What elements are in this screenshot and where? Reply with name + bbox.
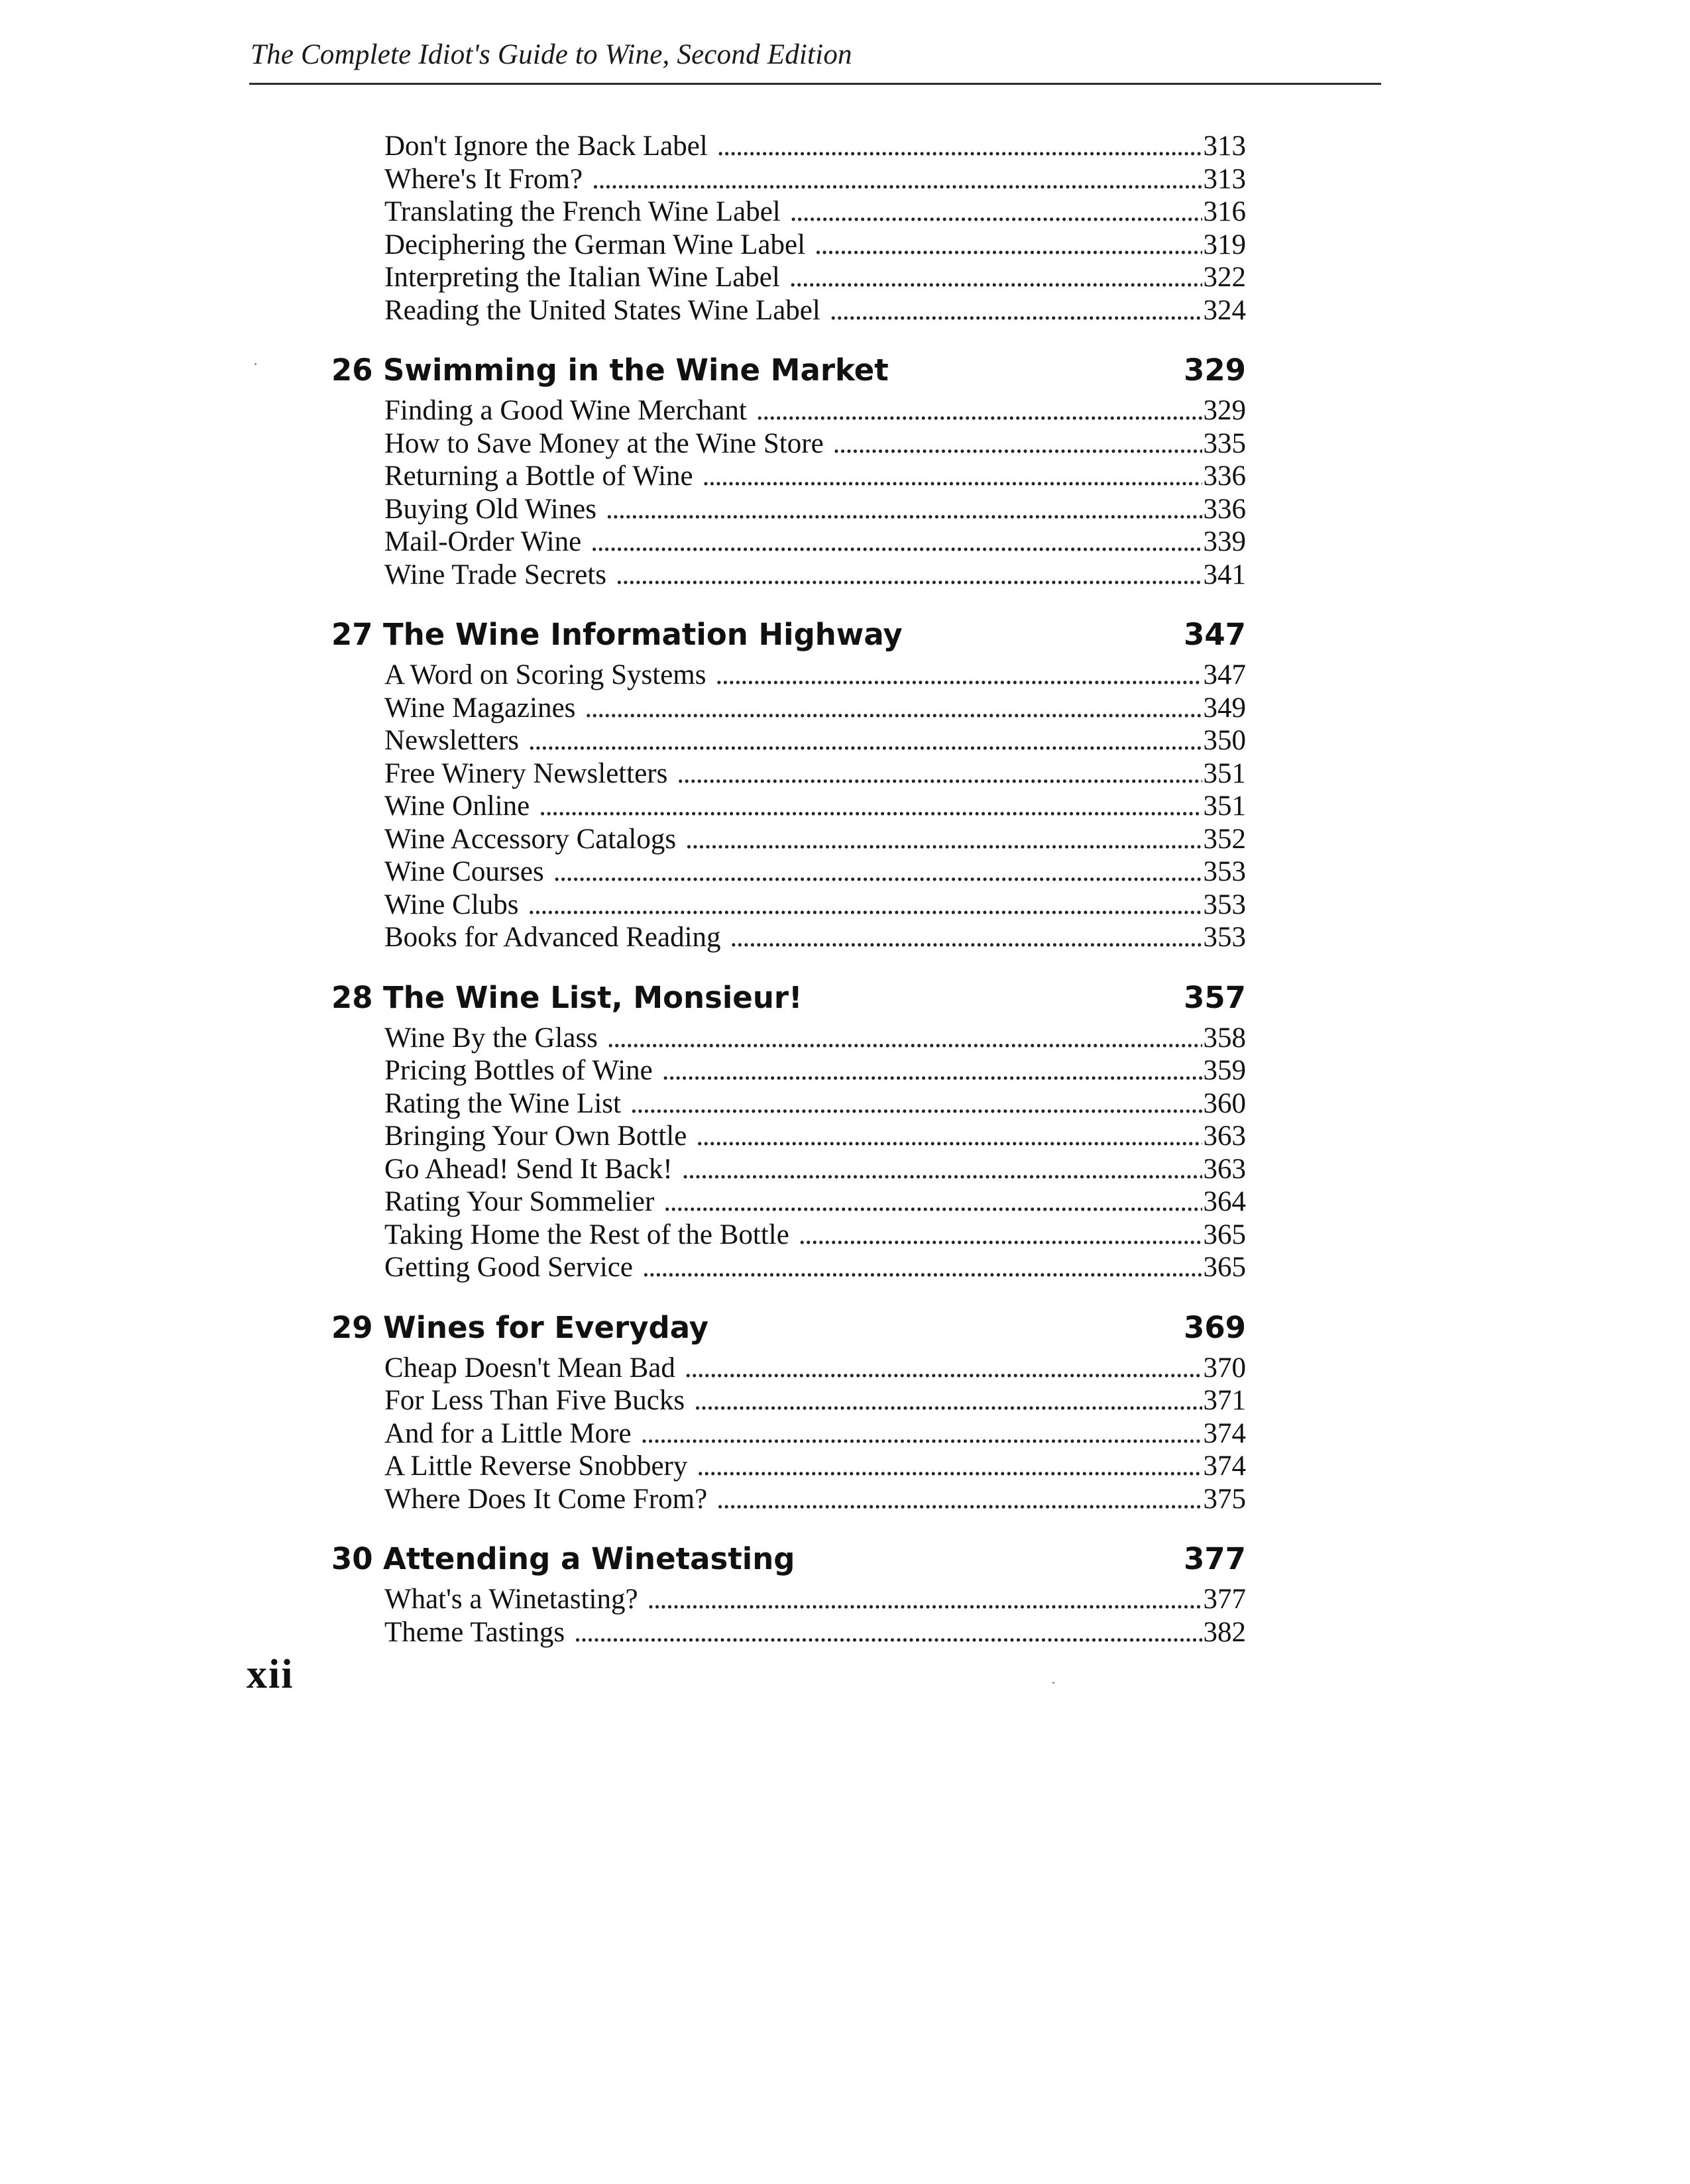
- toc-entry-title: Where's It From?: [384, 163, 583, 195]
- toc-entry-title: Mail-Order Wine: [384, 526, 582, 557]
- toc-entry-page: 335: [1203, 427, 1246, 459]
- scan-speck: [254, 363, 256, 365]
- chapter-heading: [331, 1535, 1246, 1583]
- chapter-block: [331, 1304, 1246, 1516]
- chapter-page: 377: [1184, 1541, 1246, 1576]
- toc-entry-title: Wine Online: [384, 791, 530, 822]
- toc-entry-title: Theme Tastings: [384, 1616, 565, 1648]
- chapter-list: [331, 347, 1246, 1649]
- toc-entry-title: How to Save Money at the Wine Store: [384, 427, 824, 459]
- dot-leader: [630, 1087, 1202, 1120]
- page-folio: xii: [247, 1652, 294, 1697]
- toc-entry: [384, 130, 1246, 163]
- dot-leader: [528, 889, 1202, 922]
- toc-entry: [384, 1251, 1246, 1284]
- toc-entry-title: Go Ahead! Send It Back!: [384, 1153, 673, 1185]
- dot-leader: [833, 427, 1202, 461]
- dot-leader: [694, 1384, 1202, 1417]
- dot-leader: [585, 692, 1202, 725]
- toc-entry: [384, 1417, 1246, 1450]
- toc-entry-title: For Less Than Five Bucks: [384, 1385, 685, 1416]
- toc-entry: [384, 1120, 1246, 1153]
- toc-entry-page: 375: [1203, 1483, 1246, 1515]
- dot-leader: [641, 1417, 1202, 1450]
- toc-entry-title: Don't Ignore the Back Label: [384, 131, 708, 162]
- dot-leader: [717, 130, 1202, 163]
- chapter-page: 347: [1184, 617, 1246, 652]
- toc-entry-page: 374: [1203, 1417, 1246, 1449]
- toc-entry-page: 353: [1203, 889, 1246, 920]
- toc-entry-page: 351: [1203, 757, 1246, 789]
- toc-entry-page: 371: [1203, 1385, 1246, 1416]
- chapter-heading: [331, 347, 1246, 394]
- chapter-title: The Wine Information Highway: [383, 617, 903, 652]
- toc-entry: [384, 1583, 1246, 1616]
- chapter-title: Wines for Everyday: [383, 1309, 709, 1345]
- toc-entry-page: 377: [1203, 1584, 1246, 1615]
- chapter-block: [331, 611, 1246, 954]
- dot-leader: [539, 790, 1202, 823]
- dot-leader: [682, 1153, 1202, 1186]
- toc-entry-title: Books for Advanced Reading: [384, 922, 721, 953]
- toc-entry-page: 358: [1203, 1022, 1246, 1054]
- chapter-page: 369: [1184, 1309, 1246, 1345]
- toc-entry-title: Rating Your Sommelier: [384, 1186, 655, 1217]
- toc-entry-title: Wine Clubs: [384, 889, 519, 920]
- toc-entry-title: Deciphering the German Wine Label: [384, 229, 806, 260]
- dot-leader: [789, 261, 1202, 294]
- dot-leader: [799, 1219, 1202, 1252]
- toc-entry: [384, 790, 1246, 823]
- toc-entry-title: Free Winery Newsletters: [384, 757, 668, 789]
- toc-entry-title: What's a Winetasting?: [384, 1584, 638, 1615]
- toc-entry: [384, 460, 1246, 493]
- toc-entry: [384, 163, 1246, 196]
- chapter-block: [331, 974, 1246, 1284]
- toc-entry-title: Getting Good Service: [384, 1252, 633, 1283]
- toc-entry-title: A Word on Scoring Systems: [384, 659, 706, 690]
- toc-entry-title: Where Does It Come From?: [384, 1483, 708, 1515]
- dot-leader: [697, 1450, 1202, 1483]
- toc-entry-title: Finding a Good Wine Merchant: [384, 395, 747, 426]
- toc-entry: [384, 427, 1246, 461]
- toc-entry-page: 359: [1203, 1055, 1246, 1086]
- dot-leader: [696, 1120, 1202, 1153]
- toc-entry-title: Bringing Your Own Bottle: [384, 1120, 687, 1152]
- toc-entry: [384, 889, 1246, 922]
- dot-leader: [591, 525, 1202, 559]
- toc-entry-page: 353: [1203, 922, 1246, 953]
- toc-entry: [384, 1352, 1246, 1385]
- dot-leader: [716, 659, 1202, 692]
- toc-entry-page: 319: [1203, 229, 1246, 260]
- dot-leader: [606, 493, 1202, 526]
- header-rule: [249, 83, 1381, 85]
- toc-entry-page: 329: [1203, 395, 1246, 426]
- toc-entry-title: Buying Old Wines: [384, 493, 596, 525]
- chapter-title: Attending a Winetasting: [383, 1541, 795, 1576]
- toc-entry-title: And for a Little More: [384, 1417, 632, 1449]
- toc-entry-page: 324: [1203, 294, 1246, 326]
- dot-leader: [616, 559, 1202, 592]
- toc-entry: [384, 1219, 1246, 1252]
- toc-entry: [384, 1087, 1246, 1120]
- chapter-title: The Wine List, Monsieur!: [383, 979, 803, 1015]
- dot-leader: [815, 229, 1202, 262]
- dot-leader: [790, 195, 1202, 229]
- toc-entry: [384, 1616, 1246, 1649]
- chapter-heading: [331, 611, 1246, 659]
- toc-entry: [384, 692, 1246, 725]
- toc-entry: [384, 1185, 1246, 1219]
- dot-leader: [756, 394, 1202, 427]
- dot-leader: [830, 294, 1202, 327]
- dot-leader: [648, 1583, 1202, 1616]
- chapter-number: 27: [331, 617, 373, 652]
- toc-entry: [384, 229, 1246, 262]
- dot-leader: [677, 757, 1202, 791]
- chapter-number: 30: [331, 1541, 373, 1576]
- toc-entry: [384, 559, 1246, 592]
- dot-leader: [607, 1022, 1202, 1055]
- toc-entry-page: 347: [1203, 659, 1246, 690]
- toc-entry-title: Interpreting the Italian Wine Label: [384, 262, 780, 293]
- chapter-number: 28: [331, 979, 373, 1015]
- toc-entry-page: 339: [1203, 526, 1246, 557]
- continued-entries: [331, 130, 1246, 327]
- toc-entry: [384, 1153, 1246, 1186]
- scan-speck: [1052, 1682, 1054, 1684]
- toc-entry: [384, 823, 1246, 856]
- toc-entry: [384, 1483, 1246, 1516]
- toc-entry-title: Translating the French Wine Label: [384, 196, 781, 227]
- toc-entry-title: Taking Home the Rest of the Bottle: [384, 1219, 789, 1250]
- dot-leader: [730, 921, 1202, 954]
- toc-entry-page: 322: [1203, 262, 1246, 293]
- toc-entry: [384, 1054, 1246, 1087]
- chapter-heading: [331, 1304, 1246, 1352]
- toc-entry: [384, 294, 1246, 327]
- toc-entry-page: 350: [1203, 725, 1246, 756]
- toc-entry-title: Rating the Wine List: [384, 1087, 621, 1119]
- table-of-contents: [331, 130, 1246, 1649]
- toc-entry-page: 316: [1203, 196, 1246, 227]
- toc-entry-page: 382: [1203, 1616, 1246, 1648]
- toc-entry: [384, 1022, 1246, 1055]
- toc-entry-page: 363: [1203, 1153, 1246, 1185]
- dot-leader: [703, 460, 1202, 493]
- chapter-block: [331, 347, 1246, 591]
- toc-entry-page: 349: [1203, 692, 1246, 724]
- toc-entry: [384, 855, 1246, 889]
- toc-entry-title: Wine Trade Secrets: [384, 559, 607, 590]
- toc-entry-page: 313: [1203, 163, 1246, 195]
- dot-leader: [553, 855, 1202, 889]
- toc-entry-page: 370: [1203, 1352, 1246, 1384]
- toc-entry-title: A Little Reverse Snobbery: [384, 1450, 688, 1482]
- toc-entry: [384, 659, 1246, 692]
- toc-entry-page: 336: [1203, 493, 1246, 525]
- toc-entry-page: 363: [1203, 1120, 1246, 1152]
- toc-entry-page: 336: [1203, 461, 1246, 492]
- toc-entry: [384, 195, 1246, 229]
- toc-entry: [384, 921, 1246, 954]
- toc-entry-title: Cheap Doesn't Mean Bad: [384, 1352, 675, 1384]
- dot-leader: [685, 823, 1202, 856]
- chapter-block: [331, 1535, 1246, 1649]
- toc-entry: [384, 261, 1246, 294]
- toc-entry-title: Wine Magazines: [384, 692, 576, 724]
- chapter-title: Swimming in the Wine Market: [383, 353, 889, 388]
- toc-entry: [384, 757, 1246, 791]
- chapter-heading: [331, 974, 1246, 1022]
- dot-leader: [642, 1251, 1202, 1284]
- toc-entry-page: 341: [1203, 559, 1246, 590]
- toc-entry-page: 353: [1203, 856, 1246, 887]
- toc-entry-page: 351: [1203, 791, 1246, 822]
- toc-entry-title: Reading the United States Wine Label: [384, 294, 820, 326]
- dot-leader: [592, 163, 1202, 196]
- chapter-number: 26: [331, 353, 373, 388]
- chapter-page: 357: [1184, 979, 1246, 1015]
- toc-entry-title: Pricing Bottles of Wine: [384, 1055, 653, 1086]
- toc-entry-page: 352: [1203, 823, 1246, 855]
- toc-entry: [384, 1450, 1246, 1483]
- dot-leader: [528, 724, 1202, 757]
- toc-entry-page: 365: [1203, 1219, 1246, 1250]
- toc-entry-page: 313: [1203, 131, 1246, 162]
- toc-entry: [384, 1384, 1246, 1417]
- toc-entry: [384, 525, 1246, 559]
- toc-entry-title: Returning a Bottle of Wine: [384, 461, 693, 492]
- toc-entry-title: Newsletters: [384, 725, 519, 756]
- dot-leader: [662, 1054, 1202, 1087]
- toc-entry-page: 360: [1203, 1087, 1246, 1119]
- toc-entry-page: 374: [1203, 1450, 1246, 1482]
- running-header: The Complete Idiot's Guide to Wine, Second Edition: [251, 39, 852, 70]
- dot-leader: [574, 1616, 1202, 1649]
- toc-entry: [384, 724, 1246, 757]
- chapter-page: 329: [1184, 353, 1246, 388]
- toc-entry-title: Wine Courses: [384, 856, 544, 887]
- toc-entry-page: 364: [1203, 1186, 1246, 1217]
- dot-leader: [685, 1352, 1202, 1385]
- toc-entry-title: Wine By the Glass: [384, 1022, 598, 1054]
- chapter-number: 29: [331, 1309, 373, 1345]
- toc-entry: [384, 394, 1246, 427]
- toc-entry: [384, 493, 1246, 526]
- toc-entry-page: 365: [1203, 1252, 1246, 1283]
- dot-leader: [716, 1483, 1202, 1516]
- toc-entry-title: Wine Accessory Catalogs: [384, 823, 677, 855]
- dot-leader: [663, 1185, 1202, 1219]
